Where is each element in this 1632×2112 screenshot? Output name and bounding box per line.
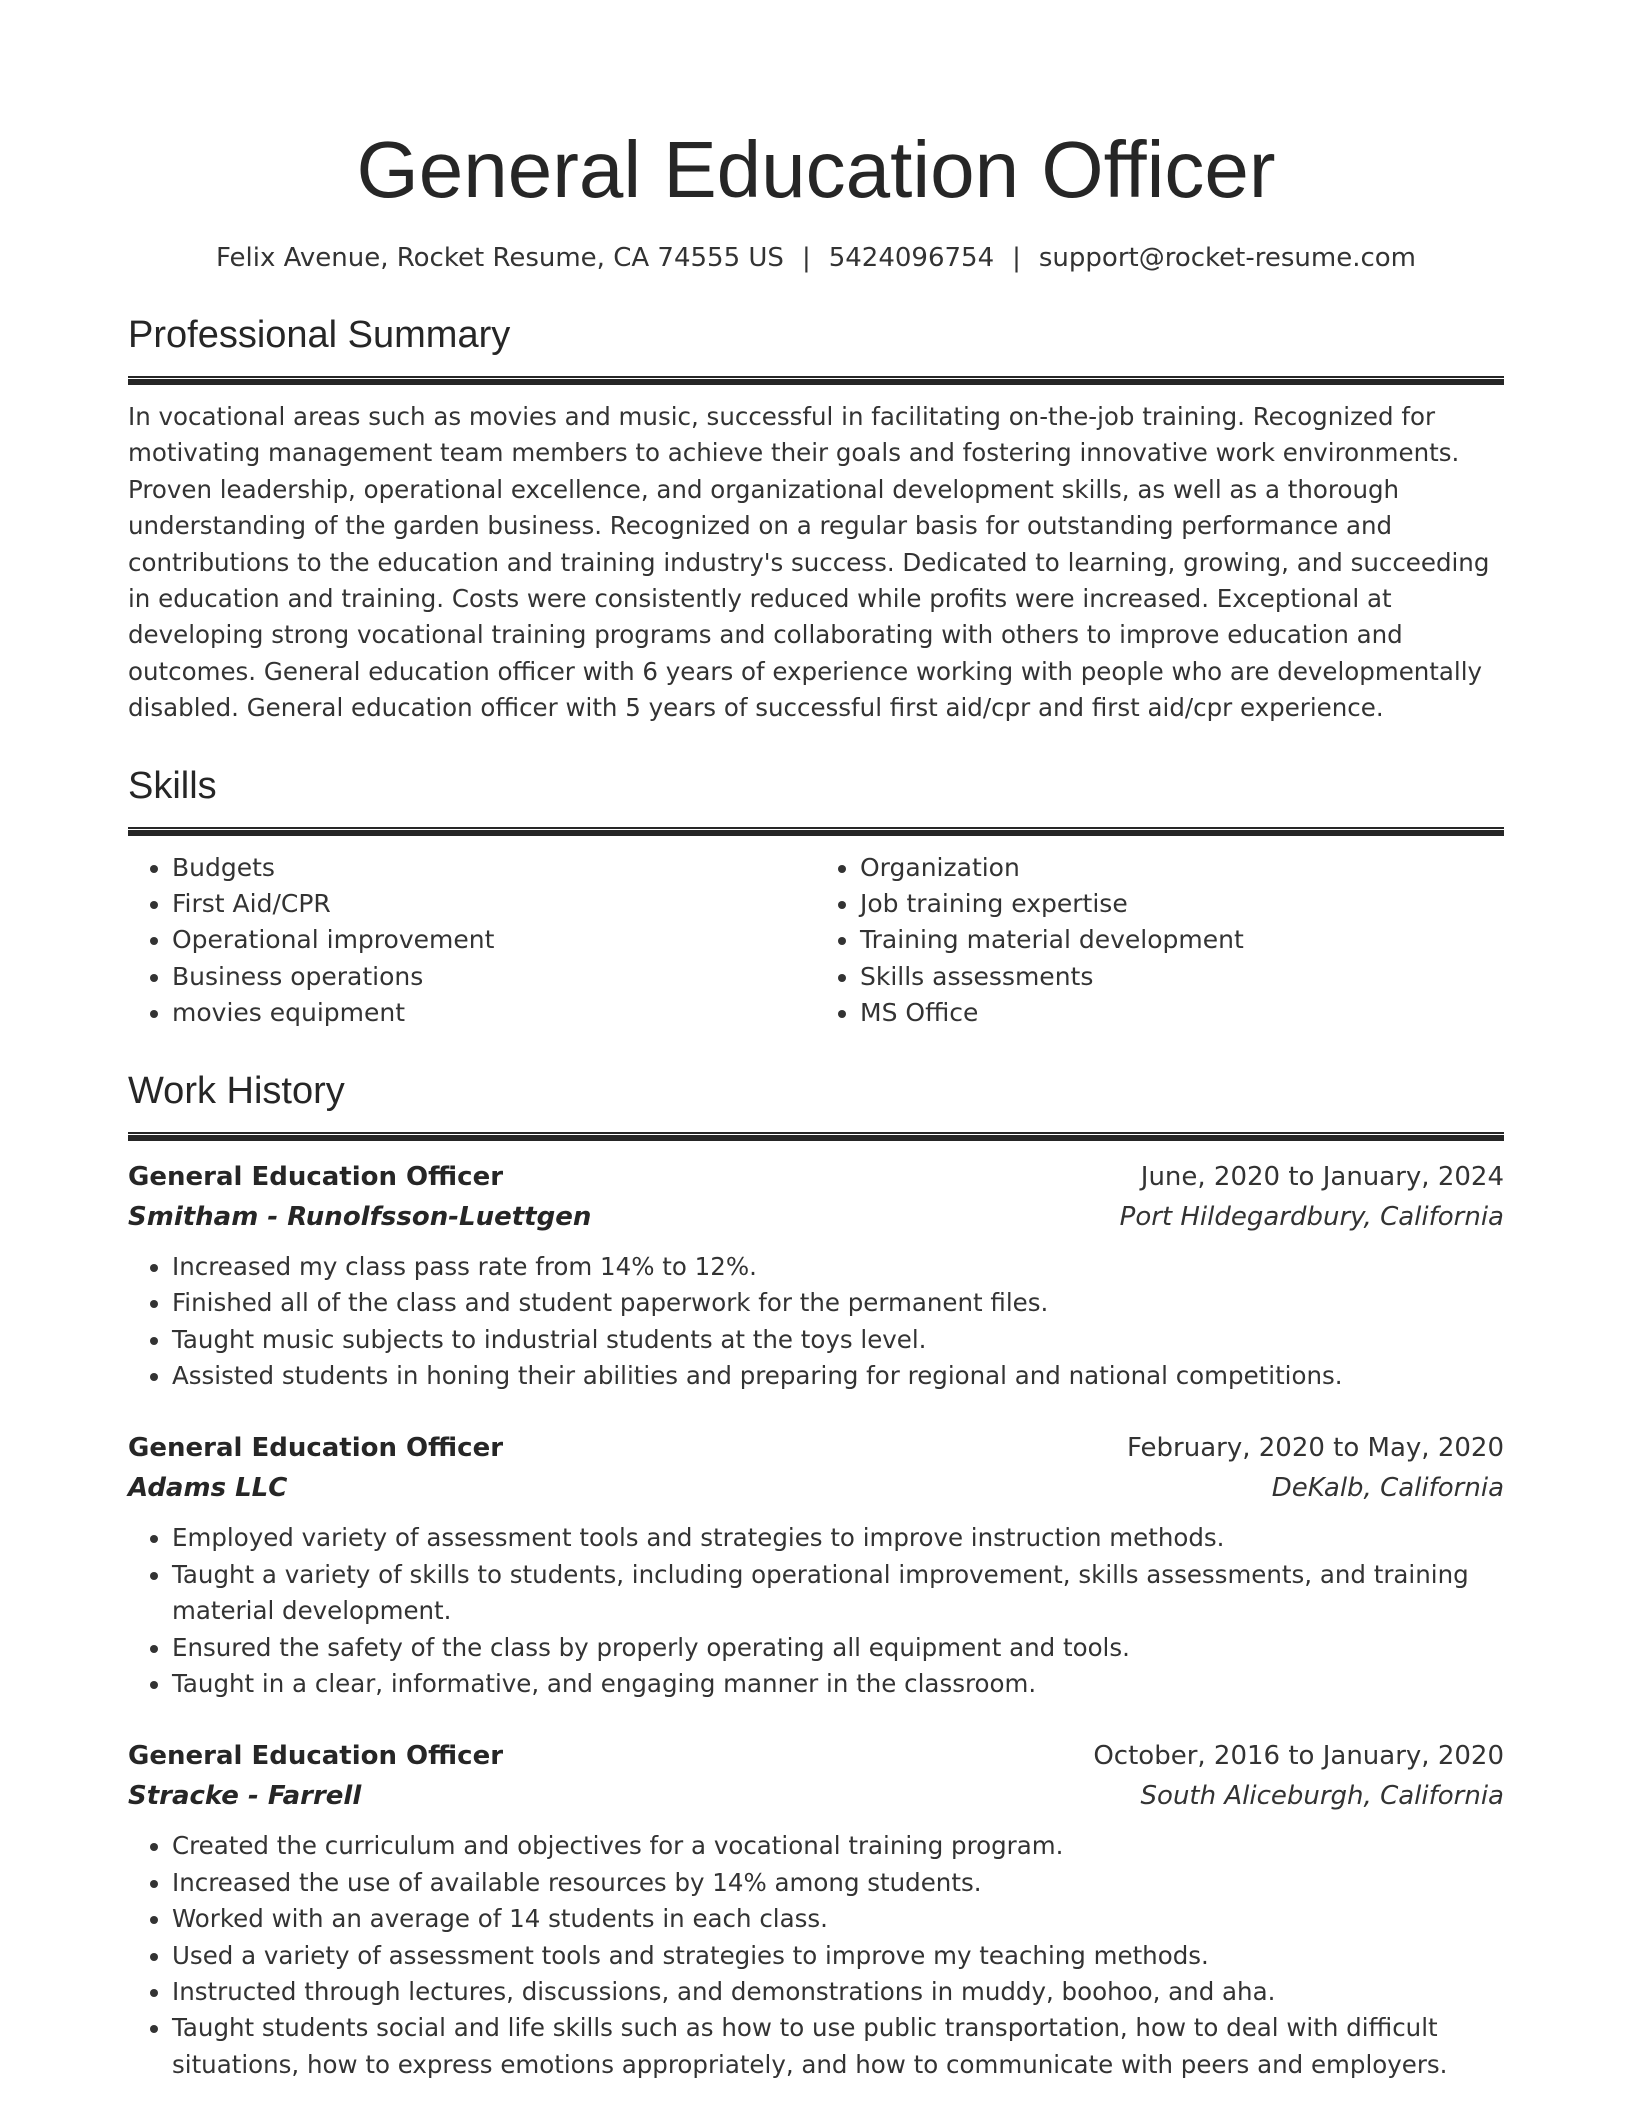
job-bullet: • Worked with an average of 14 students in each class. <box>172 1901 1504 1937</box>
skill-item: • Skills assessments <box>860 959 1504 995</box>
skill-item: • Organization <box>860 850 1504 886</box>
skills-list-right <box>816 850 1504 1032</box>
skill-item: • Operational improvement <box>172 922 816 958</box>
job-bullets <box>128 1520 1504 1702</box>
job-entry <box>128 1428 1504 1702</box>
resume-page <box>128 0 1504 2083</box>
job-company: Stracke - Farrell <box>128 1781 362 1812</box>
skills-columns <box>128 850 1504 1032</box>
summary-text: In vocational areas such as movies and music, successful in facilitating on-the-job training. Recognized for motivating management team members to achieve their goals and fostering innovative work environments. Proven leadership, operational excellence, and organizational development skills, as well as a thorough understanding of the garden business. Recognized on a regular basis for outstanding performance and contributions to the education and training industry's success. Dedicated to learning, growing, and succeeding in education and training. Costs were consistently reduced while profits were increased. Exceptional at developing strong vocational training programs and collaborating with others to improve education and outcomes. General education officer with 6 years of experience working with people who are developmentally disabled. General education officer with 5 years of successful first aid/cpr and first aid/cpr experience. <box>128 402 1490 723</box>
resume-title: General Education Officer <box>356 125 1276 214</box>
section-divider <box>128 1132 1504 1141</box>
job-title: General Education Officer <box>128 1161 504 1192</box>
job-bullet: • Taught music subjects to industrial students at the toys level. <box>172 1322 1504 1358</box>
work-history-section <box>128 1066 1504 2084</box>
job-company: Adams LLC <box>128 1473 288 1504</box>
phone-text: 5424096754 <box>828 243 995 273</box>
job-bullet: • Ensured the safety of the class by properly operating all equipment and tools. <box>172 1630 1504 1666</box>
summary-section <box>128 310 1504 727</box>
job-entry <box>128 1736 1504 2083</box>
job-title: General Education Officer <box>128 1433 504 1464</box>
job-bullet: • Taught a variety of skills to students, including operational improvement, skills assessments, and training material development. <box>172 1557 1504 1630</box>
skill-item: • MS Office <box>860 995 1504 1031</box>
skill-item: • movies equipment <box>172 995 816 1031</box>
job-bullet: • Created the curriculum and objectives for a vocational training program. <box>172 1828 1504 1864</box>
skills-section <box>128 761 1504 1032</box>
email-link[interactable]: support@rocket-resume.com <box>1038 243 1416 273</box>
section-heading-skills: Skills <box>128 764 217 807</box>
job-entry <box>128 1157 1504 1395</box>
job-company: Smitham - Runolfsson-Luettgen <box>128 1201 592 1232</box>
section-divider <box>128 827 1504 836</box>
job-bullets <box>128 1249 1504 1395</box>
contact-separator: | <box>801 243 811 273</box>
contact-line <box>128 240 1504 276</box>
job-bullet: • Taught in a clear, informative, and engaging manner in the classroom. <box>172 1666 1504 1702</box>
job-location: DeKalb, California <box>1271 1473 1504 1504</box>
skill-item: • Business operations <box>172 959 816 995</box>
job-dates: October, 2016 to January, 2020 <box>1093 1741 1504 1772</box>
skill-item: • Training material development <box>860 922 1504 958</box>
job-bullet: • Assisted students in honing their abilities and preparing for regional and national competitions. <box>172 1358 1504 1394</box>
job-bullet: • Finished all of the class and student paperwork for the permanent files. <box>172 1285 1504 1321</box>
job-location: South Aliceburgh, California <box>1140 1781 1504 1812</box>
job-location: Port Hildegardbury, California <box>1119 1201 1504 1232</box>
job-bullet: • Increased the use of available resources by 14% among students. <box>172 1865 1504 1901</box>
contact-separator: | <box>1012 243 1021 273</box>
skill-item: • Budgets <box>172 850 816 886</box>
job-bullet: • Increased my class pass rate from 14% to 12%. <box>172 1249 1504 1285</box>
job-bullet: • Instructed through lectures, discussions, and demonstrations in muddy, boohoo, and aha. <box>172 1974 1504 2010</box>
job-dates: June, 2020 to January, 2024 <box>1140 1161 1504 1192</box>
section-heading-summary: Professional Summary <box>128 314 511 356</box>
section-divider <box>128 376 1504 385</box>
address-text: Felix Avenue, Rocket Resume, CA 74555 US <box>216 243 784 273</box>
job-bullets <box>128 1828 1504 2083</box>
job-title: General Education Officer <box>128 1741 504 1772</box>
job-dates: February, 2020 to May, 2020 <box>1127 1433 1504 1464</box>
skills-list-left <box>128 850 816 1032</box>
skill-item: • Job training expertise <box>860 886 1504 922</box>
job-bullet: • Used a variety of assessment tools and strategies to improve my teaching methods. <box>172 1938 1504 1974</box>
job-bullet: • Employed variety of assessment tools and strategies to improve instruction methods. <box>172 1520 1504 1556</box>
job-bullet: • Taught students social and life skills such as how to use public transportation, how to deal with difficult situations, how to express emotions appropriately, and how to communicate with peers and employers. <box>172 2010 1504 2083</box>
skill-item: • First Aid/CPR <box>172 886 816 922</box>
section-heading-work-history: Work History <box>128 1069 345 1112</box>
